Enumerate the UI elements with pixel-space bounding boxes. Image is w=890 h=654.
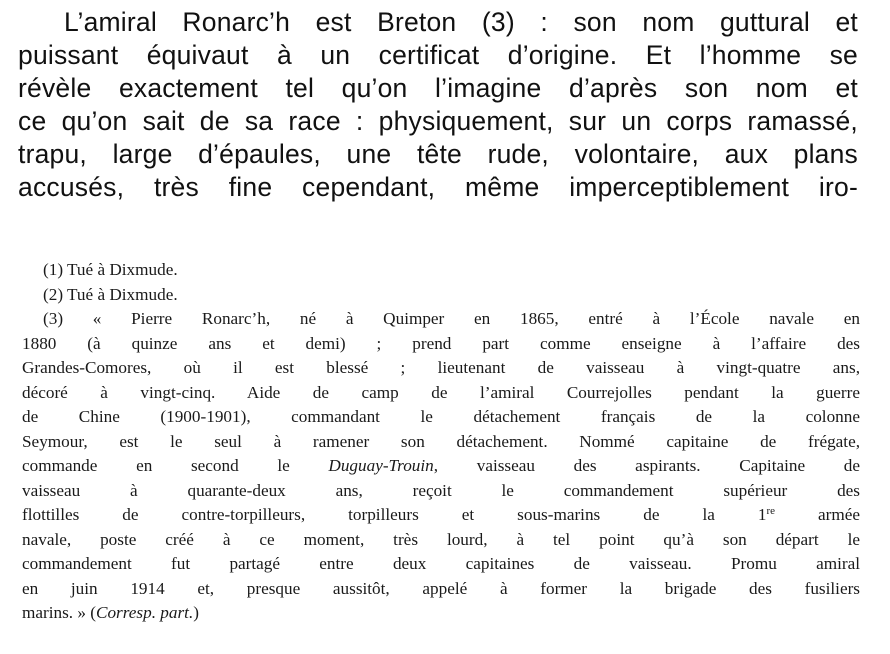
footnote-text: armée — [775, 505, 860, 524]
main-text — [18, 6, 858, 204]
footnote-text: marins. » ( — [22, 603, 96, 622]
source-citation: Corresp. part. — [96, 603, 194, 622]
main-text-line: accusés, très fine cependant, même imperceptiblement iro- — [18, 172, 858, 202]
footnote-text: flottilles de contre-torpilleurs, torpilleurs et sous-marins de la 1 — [22, 505, 767, 524]
footnote-text: commande en second le — [22, 456, 329, 475]
main-text-line: trapu, large d’épaules, une tête rude, volontaire, aux plans — [18, 139, 858, 169]
footnote-line — [22, 601, 860, 626]
footnote-line: (3) « Pierre Ronarc’h, né à Quimper en 1865, entré à l’École navale en — [43, 309, 860, 328]
ship-name: Duguay-Trouin — [328, 456, 434, 475]
footnote-2: (2) Tué à Dixmude. — [43, 284, 178, 304]
main-text-line: puissant équivaut à un certificat d’origine. Et l’homme se — [18, 40, 858, 70]
footnote-line — [22, 503, 860, 528]
footnote-text: , vaisseau des aspirants. Capitaine de — [433, 456, 860, 475]
main-text-line: L’amiral Ronarc’h est Breton (3) : son nom guttural et — [64, 7, 858, 37]
footnote-line: commandement fut partagé entre deux capitaines de vaisseau. Promu amiral — [22, 554, 860, 573]
footnote-line: vaisseau à quarante-deux ans, reçoit le commandement supérieur des — [22, 480, 860, 500]
ordinal-superscript: re — [766, 505, 776, 517]
footnote-3 — [22, 307, 860, 626]
footnotes — [22, 258, 860, 626]
footnote-line: Seymour, est le seul à ramener son détachement. Nommé capitaine de frégate, — [22, 431, 860, 451]
footnote-line: navale, poste créé à ce moment, très lourd, à tel point qu’à son départ le — [22, 529, 860, 549]
footnote-line: Grandes-Comores, où il est blessé ; lieutenant de vaisseau à vingt-quatre ans, — [22, 358, 860, 377]
footnote-line: de Chine (1900-1901), commandant le détachement français de la colonne — [22, 407, 860, 426]
footnote-line — [22, 454, 860, 479]
main-text-line: ce qu’on sait de sa race : physiquement, sur un corps ramassé, — [18, 106, 858, 136]
main-text-line: révèle exactement tel qu’on l’imagine d’après son nom et — [18, 73, 858, 103]
footnote-text: ) — [193, 603, 199, 622]
footnote-1: (1) Tué à Dixmude. — [43, 260, 178, 279]
footnote-line: en juin 1914 et, presque aussitôt, appelé à former la brigade des fusiliers — [22, 578, 860, 598]
footnote-line: décoré à vingt-cinq. Aide de camp de l’amiral Courrejolles pendant la guerre — [22, 382, 860, 402]
footnote-line: 1880 (à quinze ans et demi) ; prend part comme enseigne à l’affaire des — [22, 333, 860, 353]
